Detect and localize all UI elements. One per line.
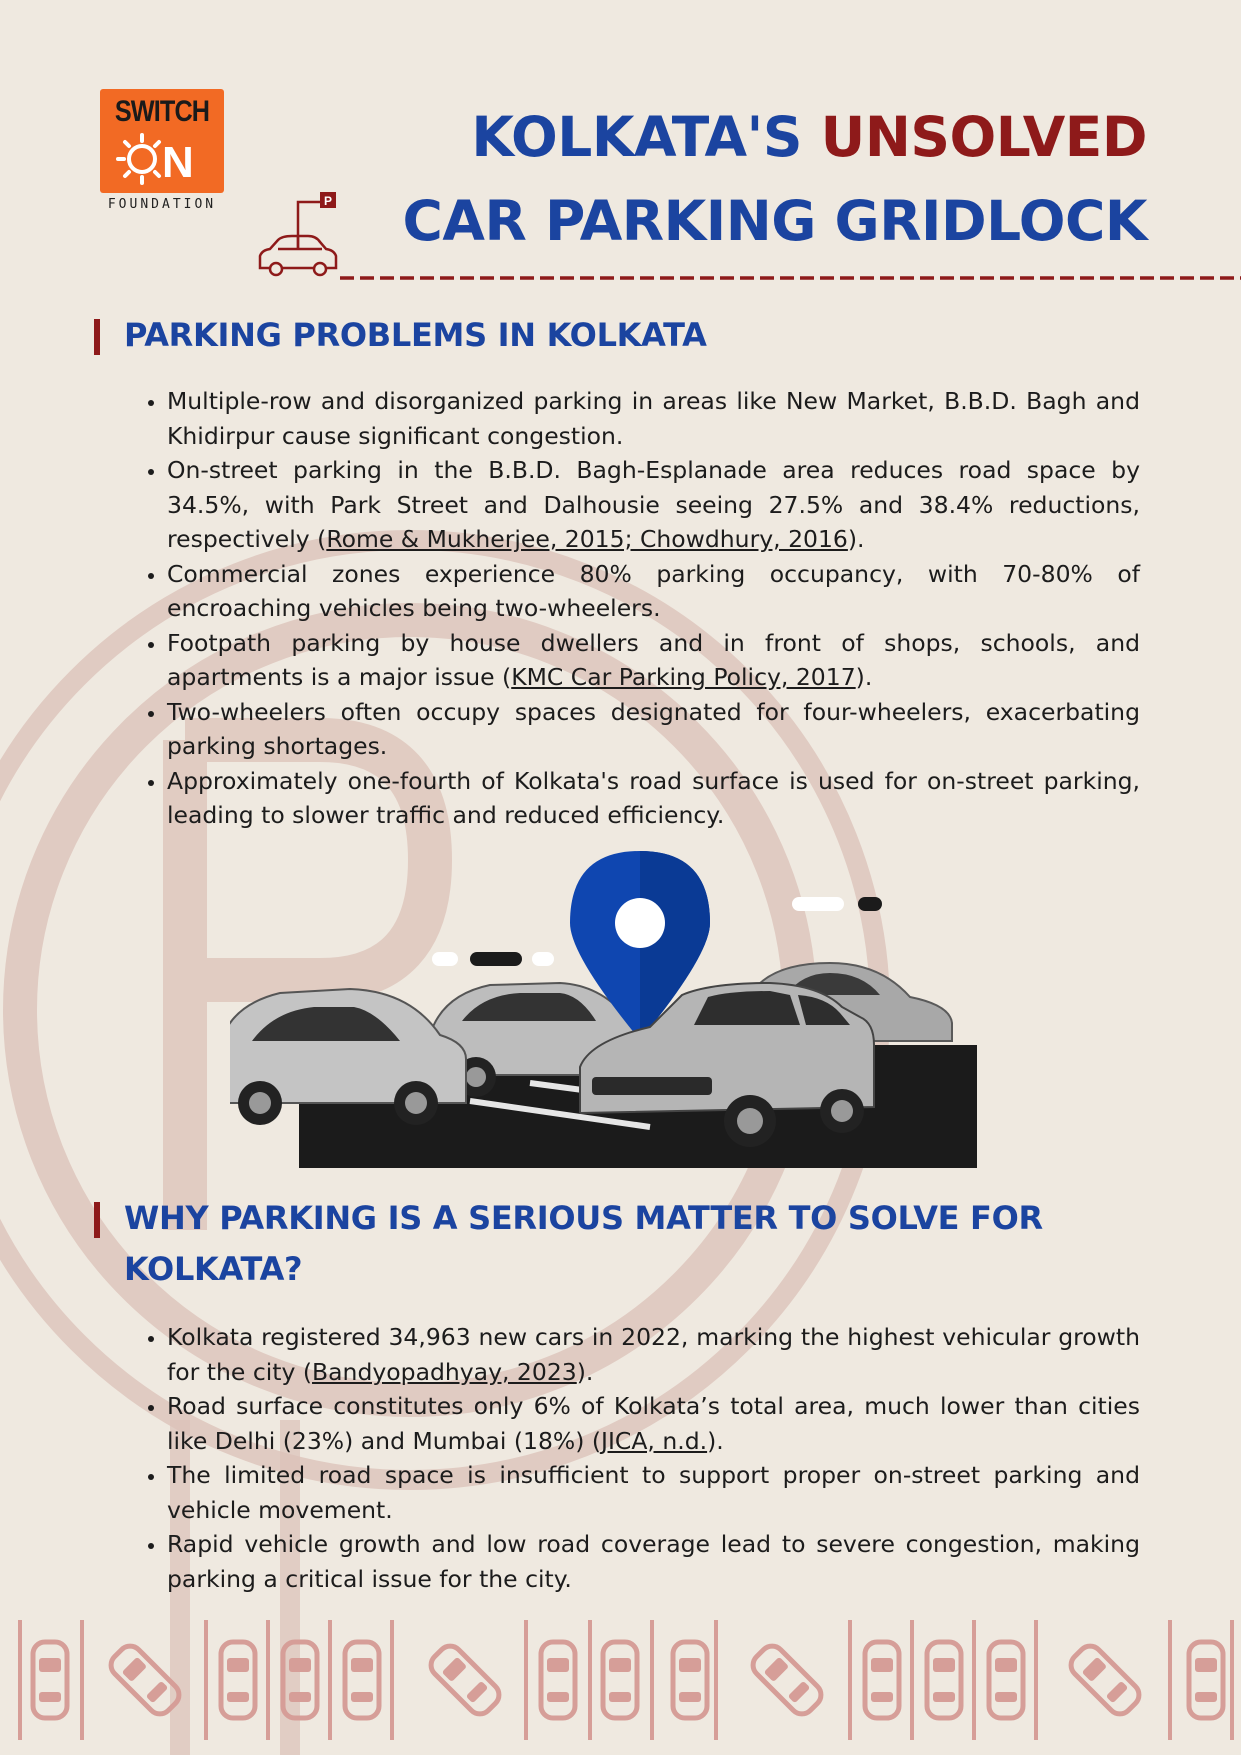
car-icon [221, 1642, 255, 1718]
logo-sun-icon [112, 133, 212, 185]
parking-cars-illustration [230, 845, 1000, 1175]
car-icon [283, 1642, 317, 1718]
parking-sign-letter: P [323, 194, 333, 208]
car-icon [345, 1642, 379, 1718]
bullet-text: Rapid vehicle growth and low road coverage lead to severe congestion, making parking a critical issue for the city. [167, 1530, 1140, 1593]
list-item [167, 1389, 1140, 1458]
title-line-2: CAR PARKING GRIDLOCK [402, 189, 1147, 253]
car-icon [748, 1641, 826, 1719]
parking-bay-lines [20, 1620, 1232, 1740]
list-item [167, 557, 1140, 626]
title-line-1 [403, 95, 1147, 179]
section-2-heading-line-2: KOLKATA? [124, 1250, 303, 1288]
car-icon [603, 1642, 637, 1718]
citation-link[interactable]: Rome & Mukherjee, 2015; Chowdhury, 2016 [326, 525, 848, 553]
list-item [167, 695, 1140, 764]
bullet-text: Commercial zones experience 80% parking occupancy, with 70-80% of encroaching vehicles being two-wheelers. [167, 559, 1140, 622]
list-item [167, 1458, 1140, 1527]
heading-accent-bar [94, 1202, 100, 1238]
list-item [167, 453, 1140, 557]
list-item [167, 626, 1140, 695]
bullet-text: On-street parking in the B.B.D. Bagh-Esplanade area reduces road space by 34.5%, with Park Street and Dalhousie seeing 27.5% and 38.4% reductions, respectively ( [167, 456, 1140, 553]
bullet-text: The limited road space is insufficient to support proper on-street parking and vehicle movement. [167, 1461, 1140, 1524]
list-item [167, 1320, 1140, 1389]
bullet-text-end: ). [576, 1357, 594, 1386]
list-item [167, 1527, 1140, 1596]
logo-sub-text: FOUNDATION [107, 197, 217, 212]
car-icon [1066, 1641, 1144, 1719]
bullet-text: Footpath parking by house dwellers and in front of shops, schools, and apartments is a major issue ( [167, 628, 1140, 691]
bullet-text-end: ). [847, 525, 865, 553]
parking-problems-list [143, 384, 1140, 833]
list-item [167, 384, 1140, 453]
bullet-text-end: ). [707, 1426, 724, 1455]
car-icon [927, 1642, 961, 1718]
bullet-text: Multiple-row and disorganized parking in areas like New Market, B.B.D. Bagh and Khidirpur cause significant congestion. [167, 387, 1140, 450]
why-parking-list [143, 1320, 1140, 1596]
parking-row-decoration [0, 1610, 1241, 1755]
citation-link[interactable]: JICA, n.d. [601, 1426, 708, 1455]
heading-accent-bar [94, 319, 100, 355]
car-icon [106, 1641, 184, 1719]
car-icon [260, 236, 336, 275]
bullet-text: Two-wheelers often occupy spaces designated for four-wheelers, exacerbating parking shortages. [167, 697, 1140, 760]
car-icon [426, 1641, 504, 1719]
header-car-decoration [256, 190, 1241, 285]
car-icon [673, 1642, 707, 1718]
switch-on-logo [100, 89, 224, 212]
bullet-text: Road surface constitutes only 6% of Kolkata’s total area, much lower than cities like Delhi (23%) and Mumbai (18%) ( [167, 1392, 1140, 1455]
section-heading-why-parking [94, 1193, 1043, 1295]
bullet-text: Approximately one-fourth of Kolkata's road surface is used for on-street parking, leading to slower traffic and reduced efficiency. [167, 766, 1140, 829]
car-icon [33, 1642, 67, 1718]
car-icon [865, 1642, 899, 1718]
section-2-heading-line-1: WHY PARKING IS A SERIOUS MATTER TO SOLVE FOR [124, 1199, 1043, 1237]
logo-mark-letter: N [162, 138, 194, 185]
citation-link[interactable]: Bandyopadhyay, 2023 [312, 1357, 577, 1386]
bullet-text-end: ). [855, 663, 873, 691]
section-heading-parking-problems [94, 310, 707, 361]
list-item [167, 764, 1140, 833]
title-red-word: UNSOLVED [820, 105, 1147, 169]
car-icon [989, 1642, 1023, 1718]
bullet-text: Kolkata registered 34,963 new cars in 2022, marking the highest vehicular growth for the city ( [167, 1323, 1140, 1386]
car-icon [1189, 1642, 1223, 1718]
car-icon [541, 1642, 575, 1718]
citation-link[interactable]: KMC Car Parking Policy, 2017 [511, 663, 856, 691]
section-1-heading-text: PARKING PROBLEMS IN KOLKATA [124, 316, 707, 354]
logo-badge [100, 89, 224, 193]
logo-top-text: SWITCH [114, 95, 210, 128]
title-blue-word: KOLKATA'S [471, 105, 803, 169]
